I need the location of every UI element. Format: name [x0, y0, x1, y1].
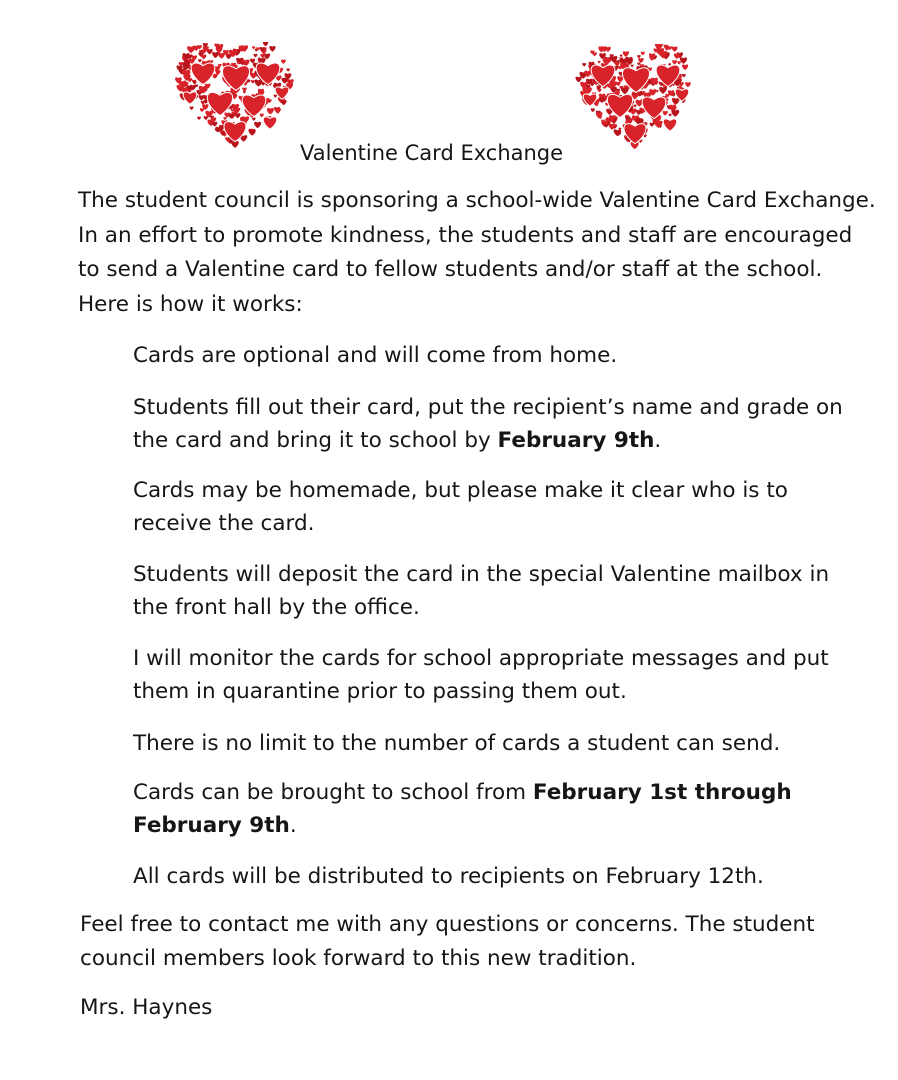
- list-item: Students fill out their card, put the recipient’s name and grade on the card and bring it to school by February 9th.: [133, 395, 843, 453]
- intro-paragraph: The student council is sponsoring a school-wide Valentine Card Exchange. In an effort to promote kindness, the students and staff are encouraged to send a Valentine card to fellow students and/or staff at the school. Here is how it works:: [78, 188, 876, 317]
- list-item: Cards are optional and will come from home.: [133, 343, 618, 368]
- signature: Mrs. Haynes: [80, 995, 213, 1020]
- closing-paragraph: Feel free to contact me with any questions or concerns. The student council members look forward to this new tradition.: [80, 912, 815, 971]
- page-title: Valentine Card Exchange: [300, 141, 564, 165]
- list-item: I will monitor the cards for school appropriate messages and put them in quarantine prior to passing them out.: [133, 646, 829, 704]
- list-item: Students will deposit the card in the special Valentine mailbox in the front hall by the office.: [133, 562, 830, 620]
- list-item: Cards may be homemade, but please make it clear who is to receive the card.: [133, 478, 788, 536]
- list-item: There is no limit to the number of cards a student can send.: [133, 731, 781, 756]
- heart-icon: [170, 42, 300, 160]
- date-range: February 1st through February 9th: [133, 780, 792, 838]
- list-item: All cards will be distributed to recipients on February 12th.: [133, 864, 764, 889]
- heart-icon: [570, 44, 700, 162]
- deadline-date: February 9th: [497, 428, 655, 453]
- list-item: Cards can be brought to school from February 1st through February 9th.: [133, 780, 792, 838]
